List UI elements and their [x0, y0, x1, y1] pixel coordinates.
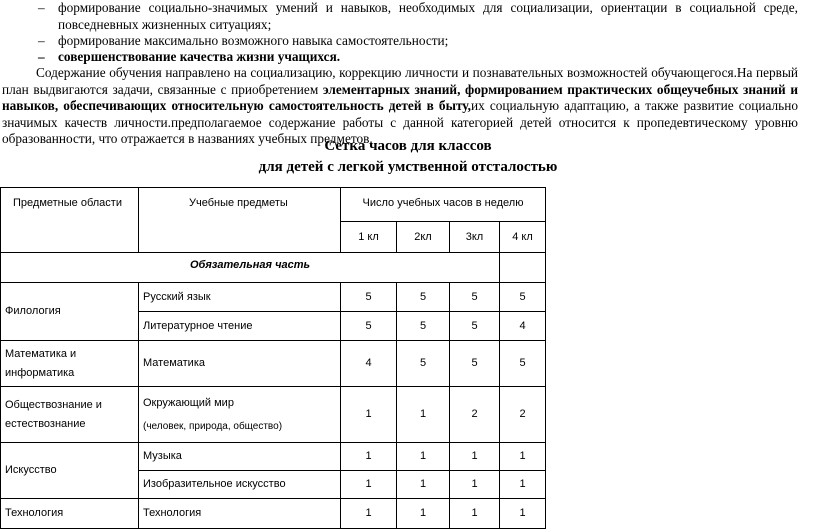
header-areas: Предметные области — [1, 188, 139, 253]
hours-cell: 1 — [500, 471, 546, 499]
area-cell: Филология — [1, 283, 139, 341]
hours-cell: 5 — [450, 312, 500, 341]
hours-cell: 1 — [397, 387, 450, 443]
hours-cell: 5 — [341, 283, 397, 312]
hours-cell: 5 — [450, 341, 500, 387]
hours-cell: 4 — [500, 312, 546, 341]
hours-cell: 5 — [500, 283, 546, 312]
area-cell: Технология — [1, 499, 139, 529]
subject-cell: Литературное чтение — [139, 312, 341, 341]
paragraph-text-end: их социальную адаптацию, а также развитие социально значимых качеств личности.предполагаемое содержание работы с данной категорией детей относится к пропедевтическому уровню образованности, что отражается в названиях учебных предметов. — [2, 98, 798, 146]
list-item-text: совершенствование качества жизни учащихся. — [58, 49, 341, 64]
subject-cell: Технология — [139, 499, 341, 529]
table-row — [1, 443, 546, 471]
hours-cell: 5 — [341, 312, 397, 341]
list-item-text: формирование максимально возможного навыка самостоятельности; — [58, 33, 449, 48]
hours-cell: 1 — [341, 387, 397, 443]
grade-header: 1 кл — [341, 222, 397, 253]
list-item — [38, 49, 798, 66]
area-cell: Искусство — [1, 443, 139, 499]
subject-name: Окружающий мир — [143, 396, 234, 409]
table-subtitle: для детей с легкой умственной отсталостью — [258, 159, 558, 175]
hours-cell: 5 — [397, 283, 450, 312]
hours-cell: 1 — [500, 443, 546, 471]
area-cell: Обществознание и естествознание — [1, 387, 139, 443]
table-title: Сетка часов для классов — [324, 138, 492, 154]
hours-table — [0, 187, 546, 529]
empty-cell — [500, 253, 546, 283]
subject-cell: Русский язык — [139, 283, 341, 312]
hours-cell: 5 — [500, 341, 546, 387]
list-item — [38, 33, 798, 50]
hours-cell: 2 — [450, 387, 500, 443]
area-cell: Математика и информатика — [1, 341, 139, 387]
grade-header: 3кл — [450, 222, 500, 253]
subject-cell: Математика — [139, 341, 341, 387]
hours-cell: 1 — [341, 471, 397, 499]
hours-cell: 5 — [397, 341, 450, 387]
table-row — [1, 387, 546, 443]
list-item-text: формирование социально-значимых умений и навыков, необходимых для социализации, ориентации в социальной среде, повседневных жизненных ситуациях; — [58, 0, 798, 32]
hours-cell: 1 — [397, 471, 450, 499]
hours-cell: 5 — [397, 312, 450, 341]
subject-cell — [139, 387, 341, 443]
subject-cell: Изобразительное искусство — [139, 471, 341, 499]
header-subjects: Учебные предметы — [139, 188, 341, 253]
list-item — [38, 0, 798, 33]
mandatory-label: Обязательная часть — [1, 253, 500, 283]
subject-note: (человек, природа, общество) — [143, 420, 283, 432]
subject-cell: Музыка — [139, 443, 341, 471]
hours-cell: 4 — [341, 341, 397, 387]
table-row — [1, 499, 546, 529]
hours-cell: 1 — [500, 499, 546, 529]
list-dash: – — [38, 0, 45, 15]
grade-header: 4 кл — [500, 222, 546, 253]
header-hours: Число учебных часов в неделю — [341, 188, 546, 222]
table-row — [1, 283, 546, 312]
hours-cell: 5 — [450, 283, 500, 312]
hours-cell: 1 — [341, 499, 397, 529]
table-header-row — [1, 188, 546, 222]
body-paragraph — [2, 65, 798, 148]
hours-cell: 1 — [397, 443, 450, 471]
paragraph-text: Содержание обучения направлено на социализацию, коррекцию личности и познавательных возможностей обучающегося.На первый план выдвигаются задачи, связанные с приобретением — [2, 65, 798, 97]
list-dash: – — [38, 33, 45, 48]
paragraph-bold-text: элементарных знаний, формированием практических общеучебных знаний и навыков, обеспечивающих относительную самостоятельность детей в быту, — [2, 81, 798, 113]
list-dash: – — [38, 49, 45, 64]
mandatory-row — [1, 253, 546, 283]
hours-cell: 1 — [450, 499, 500, 529]
hours-cell: 1 — [397, 499, 450, 529]
hours-cell: 1 — [450, 443, 500, 471]
table-row — [1, 341, 546, 387]
hours-cell: 1 — [450, 471, 500, 499]
hours-cell: 2 — [500, 387, 546, 443]
hours-cell: 1 — [341, 443, 397, 471]
grade-header: 2кл — [397, 222, 450, 253]
